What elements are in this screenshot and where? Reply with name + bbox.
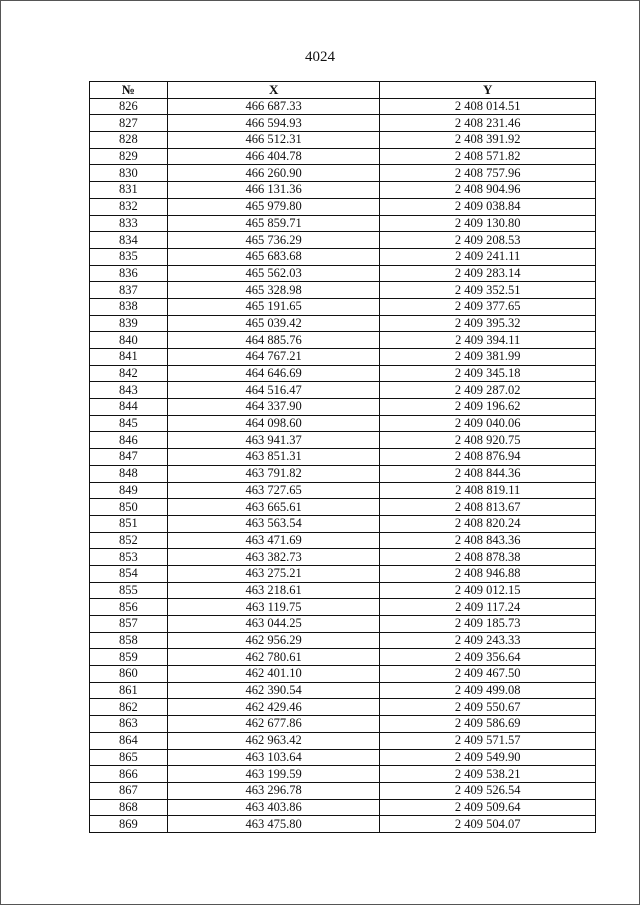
cell-number: 838 — [90, 298, 168, 315]
cell-x: 463 727.65 — [167, 482, 380, 499]
cell-y: 2 409 394.11 — [380, 332, 596, 349]
cell-number: 853 — [90, 549, 168, 566]
table-row — [90, 232, 596, 249]
table-row — [90, 248, 596, 265]
cell-number: 858 — [90, 632, 168, 649]
cell-x: 463 471.69 — [167, 532, 380, 549]
table-row — [90, 165, 596, 182]
cell-y: 2 408 844.36 — [380, 465, 596, 482]
cell-number: 831 — [90, 182, 168, 199]
cell-number: 847 — [90, 449, 168, 466]
table-row — [90, 315, 596, 332]
table-body — [90, 98, 596, 832]
cell-x: 463 791.82 — [167, 465, 380, 482]
cell-x: 463 296.78 — [167, 782, 380, 799]
cell-y: 2 409 345.18 — [380, 365, 596, 382]
table-row — [90, 699, 596, 716]
table-row — [90, 599, 596, 616]
cell-x: 465 191.65 — [167, 298, 380, 315]
cell-y: 2 409 549.90 — [380, 749, 596, 766]
cell-x: 462 956.29 — [167, 632, 380, 649]
cell-y: 2 408 904.96 — [380, 182, 596, 199]
cell-x: 463 044.25 — [167, 616, 380, 633]
cell-y: 2 409 287.02 — [380, 382, 596, 399]
cell-x: 464 098.60 — [167, 415, 380, 432]
cell-number: 856 — [90, 599, 168, 616]
cell-y: 2 408 014.51 — [380, 98, 596, 115]
table-row — [90, 616, 596, 633]
cell-x: 462 429.46 — [167, 699, 380, 716]
cell-number: 854 — [90, 565, 168, 582]
cell-x: 466 594.93 — [167, 115, 380, 132]
cell-y: 2 408 571.82 — [380, 148, 596, 165]
column-header-x: X — [167, 82, 380, 99]
cell-number: 841 — [90, 349, 168, 366]
cell-x: 462 401.10 — [167, 666, 380, 683]
cell-x: 466 404.78 — [167, 148, 380, 165]
cell-number: 826 — [90, 98, 168, 115]
column-header-y: Y — [380, 82, 596, 99]
cell-y: 2 409 196.62 — [380, 399, 596, 416]
cell-y: 2 408 920.75 — [380, 432, 596, 449]
table-row — [90, 632, 596, 649]
table-row — [90, 682, 596, 699]
cell-number: 861 — [90, 682, 168, 699]
cell-y: 2 408 757.96 — [380, 165, 596, 182]
cell-y: 2 409 130.80 — [380, 215, 596, 232]
cell-x: 465 562.03 — [167, 265, 380, 282]
cell-x: 463 665.61 — [167, 499, 380, 516]
table-row — [90, 666, 596, 683]
table-row — [90, 532, 596, 549]
cell-number: 860 — [90, 666, 168, 683]
cell-number: 836 — [90, 265, 168, 282]
cell-number: 843 — [90, 382, 168, 399]
cell-y: 2 409 352.51 — [380, 282, 596, 299]
cell-x: 464 337.90 — [167, 399, 380, 416]
cell-number: 849 — [90, 482, 168, 499]
cell-number: 835 — [90, 248, 168, 265]
cell-x: 462 677.86 — [167, 716, 380, 733]
cell-number: 832 — [90, 198, 168, 215]
table-header — [90, 82, 596, 99]
cell-number: 839 — [90, 315, 168, 332]
cell-y: 2 409 467.50 — [380, 666, 596, 683]
cell-y: 2 409 012.15 — [380, 582, 596, 599]
cell-number: 863 — [90, 716, 168, 733]
cell-y: 2 409 381.99 — [380, 349, 596, 366]
cell-y: 2 409 499.08 — [380, 682, 596, 699]
cell-number: 848 — [90, 465, 168, 482]
cell-x: 463 382.73 — [167, 549, 380, 566]
cell-x: 462 390.54 — [167, 682, 380, 699]
table-row — [90, 465, 596, 482]
cell-x: 466 131.36 — [167, 182, 380, 199]
cell-y: 2 409 509.64 — [380, 799, 596, 816]
cell-x: 466 687.33 — [167, 98, 380, 115]
header-row — [90, 82, 596, 99]
cell-number: 842 — [90, 365, 168, 382]
cell-number: 862 — [90, 699, 168, 716]
table-row — [90, 182, 596, 199]
cell-number: 829 — [90, 148, 168, 165]
cell-y: 2 409 040.06 — [380, 415, 596, 432]
cell-number: 845 — [90, 415, 168, 432]
cell-number: 827 — [90, 115, 168, 132]
table-row — [90, 816, 596, 833]
table-row — [90, 449, 596, 466]
cell-y: 2 408 878.38 — [380, 549, 596, 566]
cell-number: 833 — [90, 215, 168, 232]
coordinates-table — [89, 81, 596, 833]
cell-x: 465 683.68 — [167, 248, 380, 265]
table-row — [90, 766, 596, 783]
cell-number: 828 — [90, 132, 168, 149]
cell-y: 2 409 550.67 — [380, 699, 596, 716]
cell-number: 830 — [90, 165, 168, 182]
cell-number: 834 — [90, 232, 168, 249]
table-row — [90, 365, 596, 382]
table-row — [90, 265, 596, 282]
cell-y: 2 408 819.11 — [380, 482, 596, 499]
table-row — [90, 799, 596, 816]
page-number: 4024 — [305, 49, 335, 65]
cell-x: 465 039.42 — [167, 315, 380, 332]
table-row — [90, 549, 596, 566]
cell-x: 463 119.75 — [167, 599, 380, 616]
cell-x: 463 218.61 — [167, 582, 380, 599]
cell-y: 2 409 377.65 — [380, 298, 596, 315]
table-row — [90, 332, 596, 349]
table-row — [90, 432, 596, 449]
table-row — [90, 515, 596, 532]
cell-number: 851 — [90, 515, 168, 532]
cell-y: 2 409 504.07 — [380, 816, 596, 833]
cell-y: 2 409 117.24 — [380, 599, 596, 616]
cell-x: 464 767.21 — [167, 349, 380, 366]
cell-number: 869 — [90, 816, 168, 833]
column-header-number: № — [90, 82, 168, 99]
cell-number: 857 — [90, 616, 168, 633]
cell-x: 462 780.61 — [167, 649, 380, 666]
cell-x: 463 275.21 — [167, 565, 380, 582]
cell-y: 2 409 283.14 — [380, 265, 596, 282]
table-row — [90, 98, 596, 115]
table-row — [90, 782, 596, 799]
cell-number: 865 — [90, 749, 168, 766]
cell-x: 466 512.31 — [167, 132, 380, 149]
cell-x: 465 859.71 — [167, 215, 380, 232]
table-row — [90, 282, 596, 299]
cell-number: 850 — [90, 499, 168, 516]
cell-y: 2 408 843.36 — [380, 532, 596, 549]
table-row — [90, 582, 596, 599]
cell-x: 463 199.59 — [167, 766, 380, 783]
cell-number: 846 — [90, 432, 168, 449]
cell-x: 463 103.64 — [167, 749, 380, 766]
cell-y: 2 409 243.33 — [380, 632, 596, 649]
cell-x: 465 736.29 — [167, 232, 380, 249]
cell-x: 463 941.37 — [167, 432, 380, 449]
table-row — [90, 215, 596, 232]
table-row — [90, 132, 596, 149]
cell-y: 2 409 526.54 — [380, 782, 596, 799]
cell-x: 465 328.98 — [167, 282, 380, 299]
cell-y: 2 409 038.84 — [380, 198, 596, 215]
table-row — [90, 716, 596, 733]
cell-y: 2 409 208.53 — [380, 232, 596, 249]
cell-number: 864 — [90, 732, 168, 749]
table-row — [90, 499, 596, 516]
cell-x: 465 979.80 — [167, 198, 380, 215]
cell-number: 840 — [90, 332, 168, 349]
cell-number: 855 — [90, 582, 168, 599]
table-row — [90, 649, 596, 666]
cell-number: 868 — [90, 799, 168, 816]
table-row — [90, 198, 596, 215]
table-row — [90, 565, 596, 582]
table-row — [90, 298, 596, 315]
cell-x: 463 563.54 — [167, 515, 380, 532]
cell-y: 2 409 241.11 — [380, 248, 596, 265]
cell-number: 859 — [90, 649, 168, 666]
table-row — [90, 382, 596, 399]
cell-y: 2 408 813.67 — [380, 499, 596, 516]
cell-number: 867 — [90, 782, 168, 799]
table-row — [90, 148, 596, 165]
cell-y: 2 409 571.57 — [380, 732, 596, 749]
cell-x: 466 260.90 — [167, 165, 380, 182]
cell-x: 463 475.80 — [167, 816, 380, 833]
cell-y: 2 408 391.92 — [380, 132, 596, 149]
table-row — [90, 415, 596, 432]
cell-y: 2 408 946.88 — [380, 565, 596, 582]
cell-y: 2 409 538.21 — [380, 766, 596, 783]
cell-number: 844 — [90, 399, 168, 416]
cell-number: 866 — [90, 766, 168, 783]
cell-x: 464 646.69 — [167, 365, 380, 382]
cell-x: 463 851.31 — [167, 449, 380, 466]
cell-x: 462 963.42 — [167, 732, 380, 749]
cell-y: 2 408 876.94 — [380, 449, 596, 466]
table-row — [90, 749, 596, 766]
cell-y: 2 409 586.69 — [380, 716, 596, 733]
cell-number: 852 — [90, 532, 168, 549]
cell-y: 2 409 185.73 — [380, 616, 596, 633]
cell-y: 2 409 356.64 — [380, 649, 596, 666]
cell-number: 837 — [90, 282, 168, 299]
table-row — [90, 399, 596, 416]
table-row — [90, 482, 596, 499]
table-row — [90, 732, 596, 749]
cell-y: 2 408 231.46 — [380, 115, 596, 132]
table-row — [90, 349, 596, 366]
cell-y: 2 408 820.24 — [380, 515, 596, 532]
cell-y: 2 409 395.32 — [380, 315, 596, 332]
cell-x: 464 516.47 — [167, 382, 380, 399]
cell-x: 464 885.76 — [167, 332, 380, 349]
cell-x: 463 403.86 — [167, 799, 380, 816]
table-row — [90, 115, 596, 132]
